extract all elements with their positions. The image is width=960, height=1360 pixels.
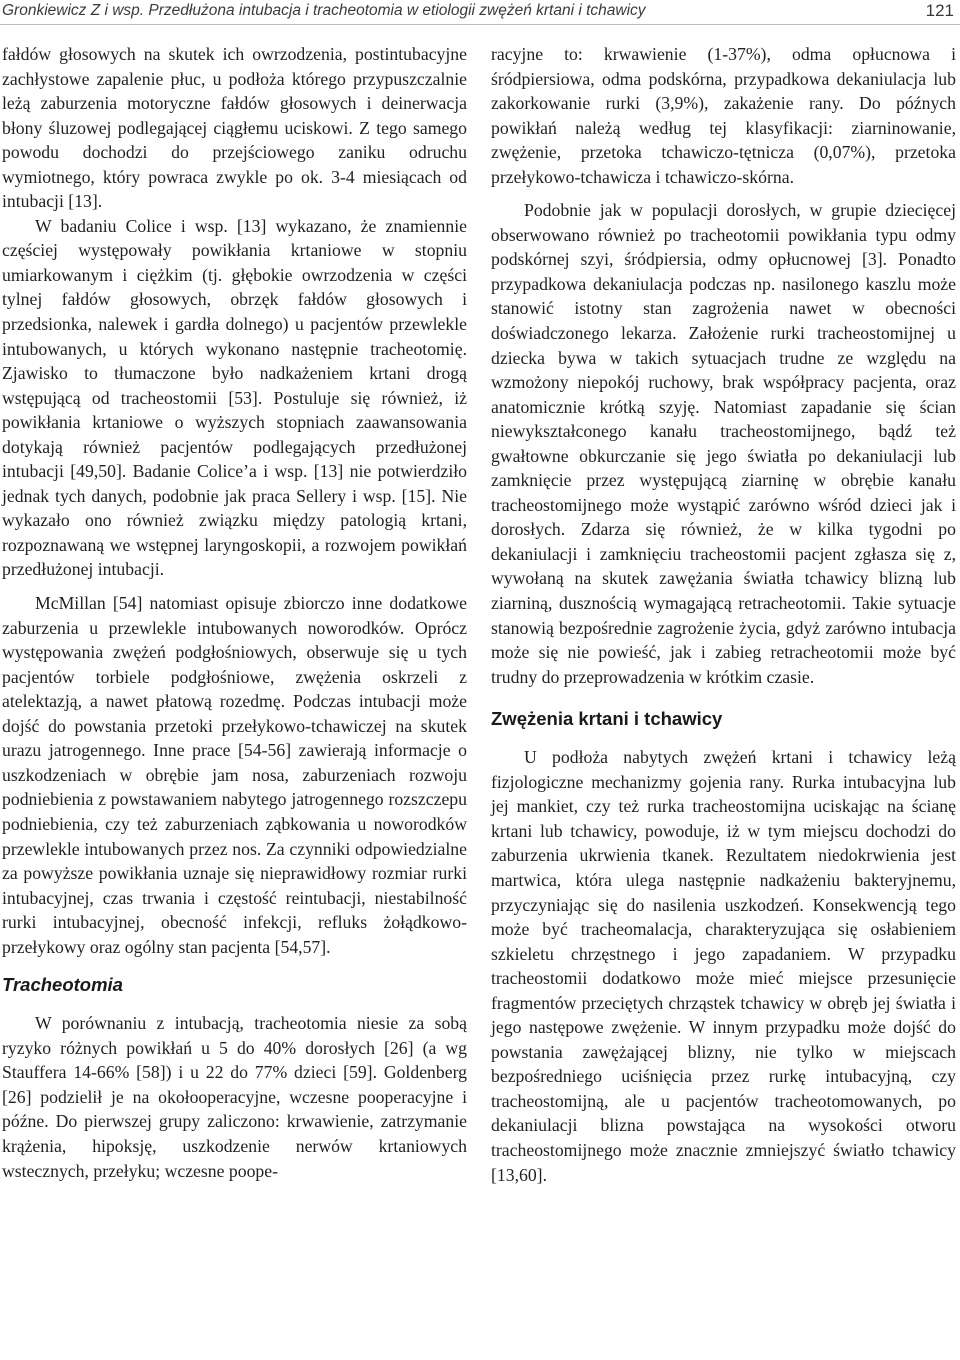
paragraph: fałdów głosowych na skutek ich owrzodzenia, postintubacyjne zachłystowe zapalenie płuc, u podłoża którego przypuszczalnie leżą zaburzenia motoryczne fałdów głosowych i deinerwacja błony śluzowej podlegającej ciągłemu uciskowi. Z tego samego powodu dochodzi do przejściowego zaniku odruchu wymiotnego, który powraca zwykle po ok. 3-4 miesiącach od intubacji [13]. <box>2 44 467 212</box>
section-heading-tracheotomia: Tracheotomia <box>2 974 123 996</box>
paragraph: racyjne to: krwawienie (1-37%), odma opłucnowa i śródpiersiowa, odma podskórna, przypadkowa dekaniulacja lub zakorkowanie rurki (3,9%), zakażenie rany. Do późnych powikłań należą według tej klasyfikacji: ziarninowanie, zwężenie, przetoka tchawiczo-tętnicza (0,07%), przetoka przełykowo-tchawicza i tchawiczo-skórna. <box>491 44 956 187</box>
paragraph: U podłoża nabytych zwężeń krtani i tchawicy leżą fizjologiczne mechanizmy gojenia rany. Rurka intubacyjna lub jej mankiet, czy też rurka tracheostomijna uciskając na ścianę krtani lub tchawicy, powoduje, iż w tym miejscu dochodzi do zaburzenia ukrwienia tkanek. Rezultatem niedokrwienia jest martwica, która ulega następnie nadkażeniu bakteryjnemu, przyczyniając się do nasilenia uszkodzeń. Konsekwencją tego może być tracheomalacja, charakteryzująca się osłabieniem szkieletu chrzęstnego i jego zapadaniem. W przypadku tracheostomii dodatkowo może mieć miejsce przesunięcie fragmentów przeciętych chrząstek tchawicy w obręb jej światła i jego następowe zwężenie. W innym przypadku może dojść do powstania zawężającej blizny, nie tylko w miejscach bezpośredniego uciśnięcia przez rurkę intubacyjną, czy tracheostomijną, ale u pacjentów tracheotomowanych, po dekaniulacji blizna powstająca na wysokości otworu tracheostomijnego może znacznie zmniejszyć światło tchawicy [13,60]. <box>491 747 956 1185</box>
paragraph: W badaniu Colice i wsp. [13] wykazano, że znamiennie częściej występowały powikłania krtaniowe w stopniu umiarkowanym i ciężkim (tj. głębokie owrzodzenia w części tylnej fałdów głosowych, obrzęk fałdów głosowych i przedsionka, nalewek i gardła dolnego) u pacjentów przewlekle intubowanych, u których wykonano następnie tracheotomię. Zjawisko to tłumaczone było nadkażeniem krtani drogą wstępującą od tracheostomii [53]. Postuluje się również, iż powikłania krtaniowe o wyższych stopniach zaawansowania dotykają również pacjentów podlegających przedłużonej intubacji [49,50]. Badanie Colice’a i wsp. [13] nie potwierdziło jednak tych danych, podobnie jak praca Sellery i wsp. [15]. Nie wykazało ono również związku między patologią krtani, rozpoznawaną we wstępnej laryngoskopii, a rozwojem powikłań przedłużonej intubacji. <box>2 215 467 580</box>
header-rule <box>0 24 960 25</box>
running-header <box>0 0 960 26</box>
left-column <box>2 42 467 1183</box>
section-heading-zwezenia: Zwężenia krtani i tchawicy <box>491 708 723 730</box>
right-column <box>491 42 956 1187</box>
paragraph: W porównaniu z intubacją, tracheotomia niesie za sobą ryzyko różnych powikłań u 5 do 40% dorosłych [26] (a wg Stauffera 14-66% [58]) i u 22 do 77% dzieci [59]. Goldenberg [26] podzielił je na okołooperacyjne, wczesne pooperacyjne i późne. Do pierwszej grupy zaliczono: krwawienie, zatrzymanie krążenia, hipoksję, uszkodzenie nerwów krtaniowych wstecznych, przełyku; wczesne poope- <box>2 1013 467 1181</box>
running-title: Gronkiewicz Z i wsp. Przedłużona intubacja i tracheotomia w etiologii zwężeń krtani i tchawicy <box>2 2 646 19</box>
paragraph: McMillan [54] natomiast opisuje zbiorczo inne dodatkowe zaburzenia u przewlekle intubowanych noworodków. Oprócz występowania zwężeń podgłośniowych, obserwuje się u tych pacjentów torbiele podgłośniowe, zwężenia oskrzeli z atelektazją, a nawet płatową rozedmę. Podczas intubacji może dojść do powstania przetoki przełykowo-tchawiczej na skutek urazu jatrogennego. Inne prace [54-56] zawierają informacje o uszkodzeniach w obrębie jam nosa, zaburzeniach rozwoju podniebienia z powstawaniem nabytego jatrogennego rozszczepu podniebienia, czy też zaburzeniach ząbkowania u noworodków przewlekle intubowanych przez nos. Za czynniki odpowiedzialne za powyższe powikłania uznaje się nieprawidłowy rozmiar rurki intubacyjnej, czas trwania i częstość reintubacji, niestabilność rurki intubacyjnej, obecność infekcji, refluks żołądkowo-przełykowy oraz ogólny stan pacjenta [54,57]. <box>2 593 467 957</box>
paragraph: Podobnie jak w populacji dorosłych, w grupie dziecięcej obserwowano również po tracheotomii powikłania typu odmy podskórnej szyi, śródpiersia, odmy opłucnowej [3]. Ponadto przypadkowa dekaniulacja podczas np. nasilonego kaszlu może stanowić istotny stan zagrożenia nawet w obecności doświadczonego lekarza. Założenie rurki tracheostomijnej u dziecka bywa w takich sytuacjach trudne ze względu na wzmożony niepokój ruchowy, brak współpracy pacjenta, oraz anatomicznie krótką szyję. Natomiast zapadanie się ścian niewykształconego kanału tracheostomijnego, bądź też gwałtowne obkurczanie się jego światła po dekaniulacji lub zamknięcie przez występującą ziarninę w obrębie kanału tracheostomijnego może wystąpić zarówno wśród dzieci jak i dorosłych. Zdarza się również, że w kilka tygodni po dekaniulacji i zamknięciu tracheostomii pacjent zgłasza się z, wywołaną na skutek zawężania światła tchawicy blizną lub ziarniną, dusznością wymagającą retracheotomii. Takie sytuacje stanowią bezpośrednie zagrożenie życia, gdyż zarówno intubacja może się nie powieść, jak i zabieg retracheotomii może być trudny do przeprowadzenia w krótkim czasie. <box>491 200 956 687</box>
page-number: 121 <box>925 1 954 20</box>
